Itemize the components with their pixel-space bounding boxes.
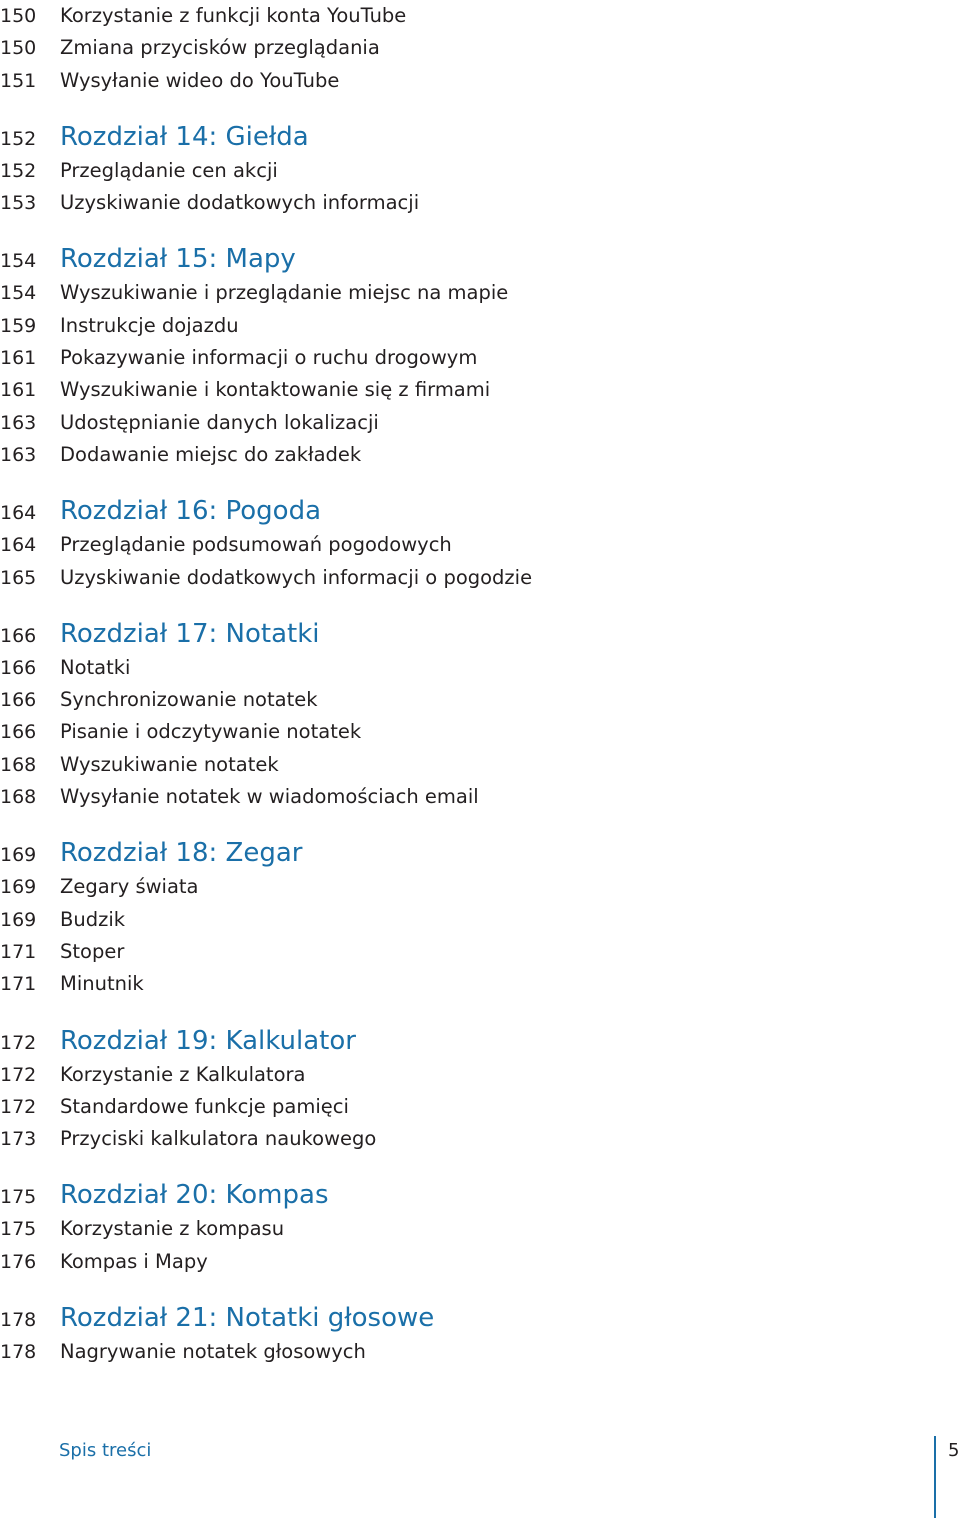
toc-page-number: 152 [0,159,37,182]
toc-page-number: 154 [0,250,37,273]
toc-entry[interactable] [0,781,960,813]
toc-page-number: 172 [0,1031,37,1054]
toc-chapter-entry[interactable] [0,1301,960,1336]
toc-entry-title: Stoper [60,939,125,963]
section-spacer [0,594,960,617]
toc-entry-title: Uzyskiwanie dodatkowych informacji o pogodzie [60,565,533,589]
toc-entry-title: Korzystanie z funkcji konta YouTube [60,4,407,27]
toc-chapter-title: Rozdział 20: Kompas [60,1180,329,1211]
toc-page-number: 159 [0,314,37,337]
toc-entry[interactable] [0,342,960,374]
toc-chapter-entry[interactable] [0,1024,960,1059]
toc-chapter-title: Rozdział 21: Notatki głosowe [60,1303,435,1334]
section-spacer [0,471,960,494]
toc-chapter-title: Rozdział 16: Pogoda [60,496,322,527]
toc-entry-title: Wysyłanie wideo do YouTube [60,68,340,92]
toc-page-number: 150 [0,37,37,60]
footer-divider [934,1436,936,1518]
toc-chapter-title: Rozdział 19: Kalkulator [60,1025,356,1056]
toc-page-number: 165 [0,566,37,589]
toc-page-number: 171 [0,973,37,996]
toc-chapter-entry[interactable] [0,120,960,155]
toc-entry-title: Korzystanie z Kalkulatora [60,1062,306,1086]
toc-chapter-entry[interactable] [0,242,960,277]
section-spacer [0,219,960,242]
toc-entry[interactable] [0,562,960,594]
toc-entry[interactable] [0,1091,960,1123]
section-spacer [0,1001,960,1024]
toc-page-number: 163 [0,411,37,434]
toc-page-number: 169 [0,844,37,867]
toc-entry[interactable] [0,32,960,64]
toc-entry[interactable] [0,155,960,187]
toc-page-number: 164 [0,534,37,557]
toc-entry[interactable] [0,684,960,716]
toc-page-number: 175 [0,1186,37,1209]
toc-page-number: 163 [0,443,37,466]
toc-entry-title: Pokazywanie informacji o ruchu drogowym [60,346,478,370]
toc-entry-title: Przyciski kalkulatora naukowego [60,1127,377,1151]
toc-page-number: 166 [0,721,37,744]
toc-page-number: 178 [0,1341,37,1364]
toc-entry[interactable] [0,871,960,903]
toc-page-number: 169 [0,908,37,931]
toc-page-number: 164 [0,502,37,525]
toc-entry[interactable] [0,439,960,471]
toc-entry-title: Wyszukiwanie i kontaktowanie się z firmami [60,378,491,402]
toc-page-number: 166 [0,656,37,679]
toc-entry[interactable] [0,1246,960,1278]
toc-page-number: 152 [0,127,37,150]
toc-entry-title: Przeglądanie podsumowań pogodowych [60,533,452,557]
toc-page-number: 173 [0,1128,37,1151]
toc-entry-title: Instrukcje dojazdu [60,313,239,337]
toc-entry[interactable] [0,1336,960,1368]
section-spacer [0,1155,960,1178]
toc-page-number: 168 [0,786,37,809]
toc-chapter-title: Rozdział 17: Notatki [60,618,320,649]
toc-page-number: 168 [0,753,37,776]
section-spacer [0,813,960,836]
toc-entry[interactable] [0,310,960,342]
toc-page-number: 161 [0,347,37,370]
toc-entry[interactable] [0,1213,960,1245]
toc-page-number: 169 [0,876,37,899]
toc-chapter-title: Rozdział 14: Giełda [60,121,309,152]
toc-page-number: 150 [0,5,37,27]
toc-entry[interactable] [0,529,960,561]
toc-page-number: 178 [0,1309,37,1332]
toc-entry-title: Budzik [60,907,126,931]
toc-entry[interactable] [0,936,960,968]
toc-entry[interactable] [0,0,960,32]
toc-entry-title: Uzyskiwanie dodatkowych informacji [60,191,420,215]
toc-page-number: 172 [0,1063,37,1086]
toc-chapter-entry[interactable] [0,617,960,652]
toc-chapter-entry[interactable] [0,836,960,871]
toc-entry-title: Korzystanie z kompasu [60,1217,285,1241]
toc-page-number: 151 [0,69,37,92]
toc-entry[interactable] [0,407,960,439]
toc-entry-title: Udostępnianie danych lokalizacji [60,410,379,434]
toc-entry-title: Pisanie i odczytywanie notatek [60,720,362,744]
toc-entry-title: Zegary świata [60,875,199,899]
toc-page-number: 154 [0,282,37,305]
toc-chapter-entry[interactable] [0,1178,960,1213]
toc-entry[interactable] [0,652,960,684]
toc-entry-title: Notatki [60,655,131,679]
toc-page-number: 153 [0,192,37,215]
toc-entry[interactable] [0,904,960,936]
toc-entry-title: Przeglądanie cen akcji [60,158,278,182]
toc-page-number: 161 [0,379,37,402]
toc-page-number: 175 [0,1218,37,1241]
toc-chapter-entry[interactable] [0,494,960,529]
toc-entry-title: Kompas i Mapy [60,1249,208,1273]
toc-entry-title: Synchronizowanie notatek [60,688,318,712]
toc-chapter-title: Rozdział 18: Zegar [60,838,303,869]
toc-entry-title: Wyszukiwanie notatek [60,752,279,776]
toc-page-number: 176 [0,1250,37,1273]
toc-page-number: 172 [0,1095,37,1118]
toc-entry-title: Wyszukiwanie i przeglądanie miejsc na mapie [60,281,509,305]
toc-entry[interactable] [0,1059,960,1091]
toc-entry-title: Zmiana przycisków przeglądania [60,36,380,60]
footer-page-number: 5 [948,1440,960,1461]
section-spacer [0,1278,960,1301]
toc-entry[interactable] [0,277,960,309]
toc-chapter-title: Rozdział 15: Mapy [60,244,296,275]
toc-entry-title: Standardowe funkcje pamięci [60,1094,349,1118]
section-spacer [0,97,960,120]
toc-page-number: 166 [0,689,37,712]
toc-entry[interactable] [0,65,960,97]
toc-entry-title: Minutnik [60,972,144,996]
toc-entry[interactable] [0,187,960,219]
toc-entry-title: Wysyłanie notatek w wiadomościach email [60,785,479,809]
footer-section-label: Spis treści [59,1440,152,1461]
toc-entry[interactable] [0,749,960,781]
toc-entry-title: Nagrywanie notatek głosowych [60,1340,366,1364]
toc-entry[interactable] [0,716,960,748]
toc-page-number: 171 [0,940,37,963]
toc-page-number: 166 [0,624,37,647]
toc-entry[interactable] [0,1123,960,1155]
toc-entry[interactable] [0,968,960,1000]
toc-entry-title: Dodawanie miejsc do zakładek [60,442,362,466]
toc-entry[interactable] [0,374,960,406]
